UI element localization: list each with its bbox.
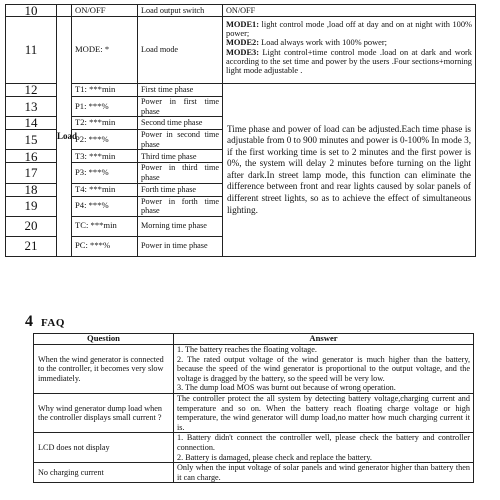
parameter-code: T1: ***min — [72, 84, 138, 97]
row-number: 10 — [6, 5, 57, 17]
table-row — [6, 17, 476, 84]
row-number: 19 — [6, 196, 57, 216]
question-header: Question — [34, 334, 174, 345]
faq-answer — [174, 345, 474, 394]
faq-answer — [174, 393, 474, 432]
parameter-name: Power in third time phase — [138, 163, 223, 183]
row-number: 14 — [6, 117, 57, 130]
parameter-name: Load mode — [138, 17, 223, 84]
parameter-name: Morning time phase — [138, 216, 223, 236]
table-row — [6, 84, 476, 97]
parameter-name: Power in first time phase — [138, 97, 223, 117]
faq-row — [34, 345, 474, 394]
section-title: FAQ — [41, 317, 65, 329]
table-row — [6, 5, 476, 17]
parameter-name: Second time phase — [138, 117, 223, 130]
parameter-code: ON/OFF — [72, 5, 138, 17]
faq-table — [33, 333, 474, 483]
row-number: 15 — [6, 130, 57, 150]
parameter-code: P2: ***% — [72, 130, 138, 150]
parameter-code: TC: ***min — [72, 216, 138, 236]
mode3-text: Light control+time control mode .load on at dark and work according to the set time and power by the users .Four sections+morning light mode adjustable . — [226, 47, 472, 76]
group-spacer — [57, 5, 72, 17]
time-phase-description: Time phase and power of load can be adjusted.Each time phase is adjustable from 0 to 900 minutes and power is 0-100% In mode 3, if the first working time is set to 2 minutes and the first power is 0%, the system will delay 2 minutes before turning on the light after dark.In street lamp mode, this function can eliminate the difference between front and rear lights caused by solar panels of different street lights, so as to achieve the effect of simultaneous lighting. — [223, 84, 476, 257]
row-number: 17 — [6, 163, 57, 183]
faq-question: LCD does not display — [34, 433, 174, 463]
answer-line: 2. The rated output voltage of the wind generator is much higher than the battery, because the speed of the wind generator is proportional to the output voltage, and the voltage is dragged by the battery, so the speed will be very low. — [177, 354, 470, 383]
parameter-desc: ON/OFF — [223, 5, 476, 17]
faq-question: When the wind generator is connected to the controller, it becomes very slow immediately. — [34, 345, 174, 394]
faq-question: Why wind generator dump load when the controller displays small current ? — [34, 393, 174, 432]
parameter-code: P3: ***% — [72, 163, 138, 183]
parameter-name: Power in time phase — [138, 236, 223, 256]
faq-answer — [174, 433, 474, 463]
parameter-code: P4: ***% — [72, 196, 138, 216]
row-number: 16 — [6, 150, 57, 163]
answer-line: 1. Battery didn't connect the controller well, please check the battery and controller connection. — [177, 433, 470, 452]
parameter-name: First time phase — [138, 84, 223, 97]
faq-row — [34, 463, 474, 483]
row-number: 21 — [6, 236, 57, 256]
faq-row — [34, 393, 474, 432]
parameter-code: T4: ***min — [72, 183, 138, 196]
answer-line: Only when the input voltage of solar panels and wind generator higher than battery then it can charge. — [177, 463, 470, 482]
mode2-label: MODE2: — [226, 38, 260, 48]
parameter-code: P1: ***% — [72, 97, 138, 117]
answer-line: The controller protect the all system by detecting battery voltage,charging current and temperature and so on. When the battery reach floating charge voltage or high temperature, the wind generator will dump load,no matter how much charging current it is. — [177, 393, 470, 432]
row-number: 11 — [6, 17, 57, 84]
mode-description — [223, 17, 476, 84]
row-number: 20 — [6, 216, 57, 236]
parameter-code: T3: ***min — [72, 150, 138, 163]
parameter-name: Power in second time phase — [138, 130, 223, 150]
faq-row — [34, 433, 474, 463]
parameter-table — [5, 4, 476, 257]
answer-line: 1. The battery reaches the floating voltage. — [177, 345, 317, 354]
load-group-label: Load — [57, 17, 72, 257]
answer-header: Answer — [174, 334, 474, 345]
parameter-name: Forth time phase — [138, 183, 223, 196]
mode1-text: light control mode ,load off at day and on at night with 100% power; — [226, 20, 472, 39]
faq-answer — [174, 463, 474, 483]
row-number: 18 — [6, 183, 57, 196]
faq-question: No charging current — [34, 463, 174, 483]
section-number: 4 — [25, 313, 33, 330]
parameter-code: PC: ***% — [72, 236, 138, 256]
faq-heading — [25, 306, 65, 333]
mode3-label: MODE3: — [226, 47, 260, 57]
parameter-name: Load output switch — [138, 5, 223, 17]
answer-line: 2. Battery is damaged, please check and replace the battery. — [177, 452, 372, 462]
parameter-name: Third time phase — [138, 150, 223, 163]
mode2-text: Load always work with 100% power; — [259, 38, 387, 48]
answer-line: 3. The dump load MOS was burnt out because of wrong operation. — [177, 383, 396, 393]
faq-header-row — [34, 334, 474, 345]
parameter-name: Power in forth time phase — [138, 196, 223, 216]
row-number: 12 — [6, 84, 57, 97]
mode1-label: MODE1: — [226, 20, 260, 29]
row-number: 13 — [6, 97, 57, 117]
parameter-code: T2: ***min — [72, 117, 138, 130]
parameter-code: MODE: * — [72, 17, 138, 84]
